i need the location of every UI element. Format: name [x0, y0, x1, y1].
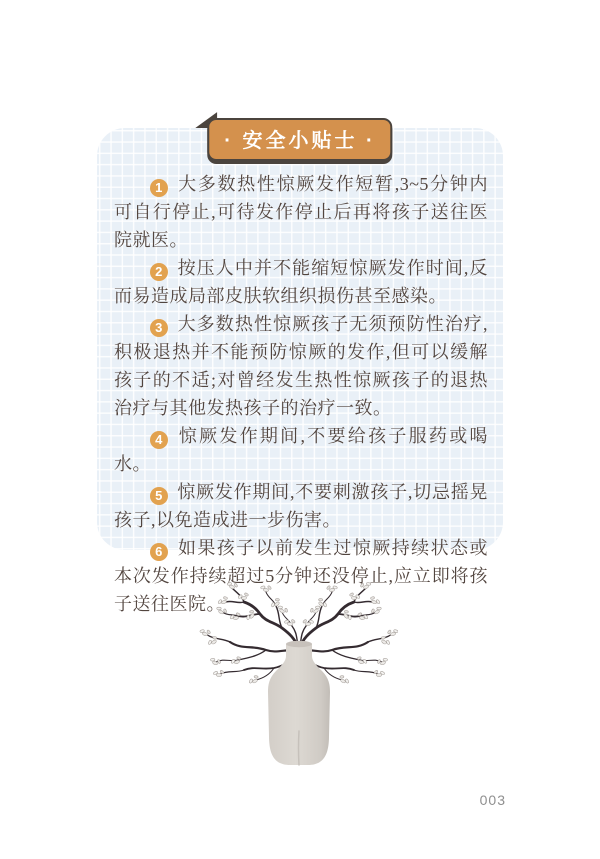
tip-text: 按压人中并不能缩短惊厥发作时间,反而易造成局部皮肤软组织损伤甚至感染。: [114, 258, 488, 306]
tip-text: 大多数热性惊厥孩子无须预防性治疗,积极退热并不能预防惊厥的发作,但可以缓解孩子的不适;对曾经发生热性惊厥孩子的退热治疗与其他发热孩子的治疗一致。: [114, 314, 488, 418]
safety-tips-card: [97, 128, 503, 614]
tip-text: 惊厥发作期间,不要刺激孩子,切忌摇晃孩子,以免造成进一步伤害。: [114, 482, 488, 530]
tip-number-badge: 4: [150, 431, 168, 449]
tip-number-badge: 1: [150, 179, 168, 197]
tip-item: [114, 478, 488, 534]
tip-number-badge: 3: [150, 319, 168, 337]
tip-text: 如果孩子以前发生过惊厥持续状态或本次发作持续超过5分钟还没停止,应立即将孩子送往医院。: [114, 538, 488, 614]
tip-text: 大多数热性惊厥发作短暂,3~5分钟内可自行停止,可待发作停止后再将孩子送往医院就医。: [114, 174, 488, 250]
card-title-tab: [207, 118, 392, 161]
tips-list: [97, 128, 503, 618]
tip-number-badge: 2: [150, 263, 168, 281]
card-title: · 安全小贴士 ·: [207, 118, 392, 161]
tip-item: [114, 422, 488, 478]
tip-item: [114, 254, 488, 310]
tip-item: [114, 170, 488, 254]
tip-item: [114, 310, 488, 422]
tip-number-badge: 5: [150, 487, 168, 505]
page-number: 003: [479, 792, 506, 808]
tip-number-badge: 6: [150, 543, 168, 561]
plum-blossom-vase-illustration: [198, 578, 398, 768]
tip-text: 惊厥发作期间,不要给孩子服药或喝水。: [114, 426, 488, 474]
